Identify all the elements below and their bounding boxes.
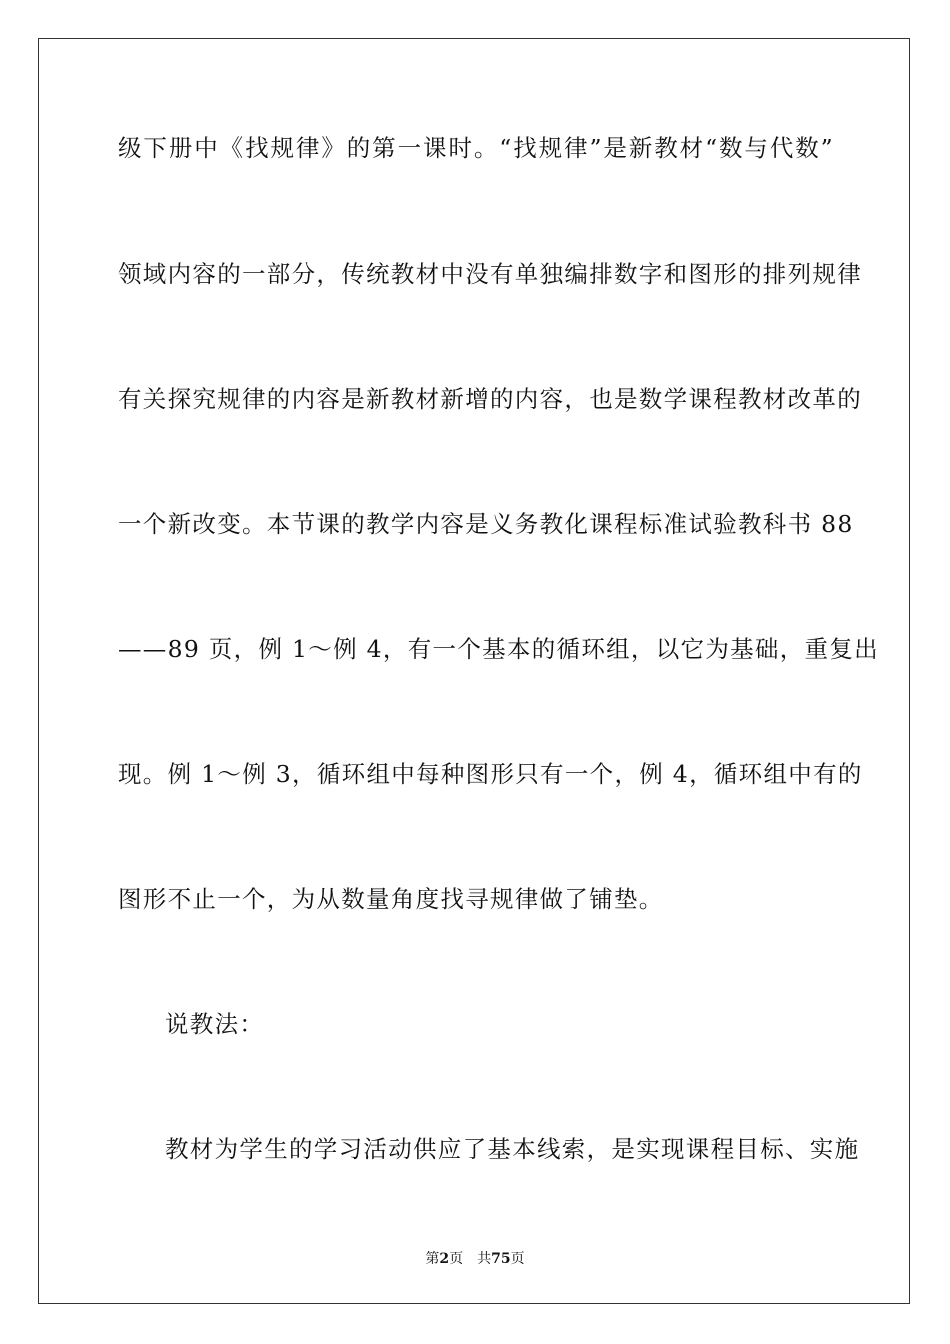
current-page-number: 2 (439, 1251, 450, 1267)
body-text-line: 教材为学生的学习活动供应了基本线索，是实现课程目标、实施 (165, 1135, 860, 1163)
body-text-line: 一个新改变。本节课的教学内容是义务教化课程标准试验教科书 88 (118, 510, 854, 538)
page-prefix: 第 (425, 1251, 440, 1267)
body-text-line: 现。例 1～例 3，循环组中每种图形只有一个，例 4，循环组中有的 (118, 760, 863, 788)
total-prefix: 共 (477, 1251, 492, 1267)
page-border (38, 38, 910, 1304)
body-text-line: 级下册中《找规律》的第一课时。“找规律”是新教材“数与代数” (118, 134, 834, 162)
body-text-line: 有关探究规律的内容是新教材新增的内容，也是数学课程教材改革的 (118, 385, 862, 413)
section-heading: 说教法： (165, 1010, 265, 1038)
total-suffix: 页 (510, 1251, 525, 1267)
body-text-line: 领域内容的一部分，传统教材中没有单独编排数字和图形的排列规律 (118, 260, 862, 288)
body-text-line: ——89 页，例 1～例 4，有一个基本的循环组，以它为基础，重复出 (118, 635, 879, 663)
body-text-line: 图形不止一个，为从数量角度找寻规律做了铺垫。 (118, 885, 664, 913)
page-footer (0, 1248, 950, 1268)
page-suffix: 页 (449, 1251, 464, 1267)
total-page-count: 75 (491, 1251, 511, 1267)
